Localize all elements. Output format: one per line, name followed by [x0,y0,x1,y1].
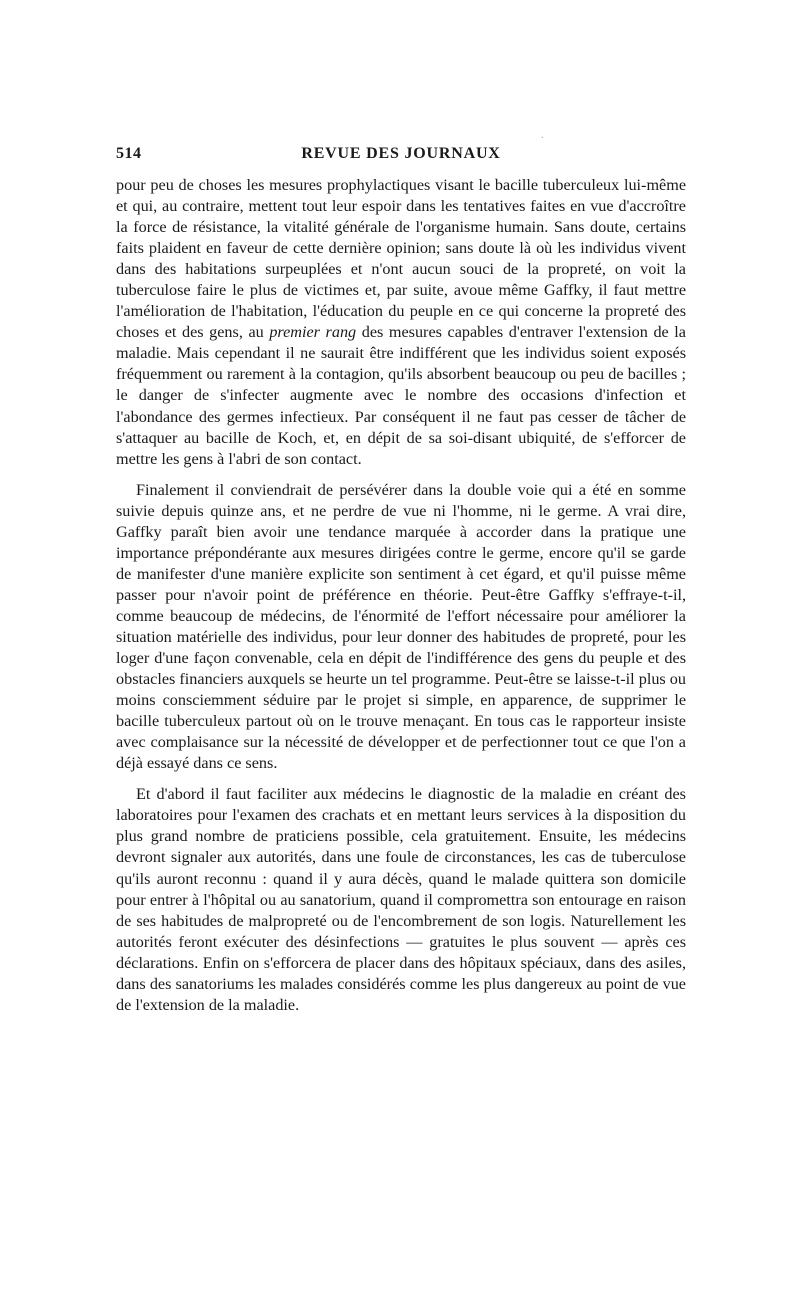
paragraph-1-text-after: des mesures capables d'entraver l'extension de la maladie. Mais cependant il ne saurait être indifférent que les individus soient exposés fréquemment ou rarement à la contagion, qu'ils absorbent beaucoup ou peu de bacilles ; le danger de s'infecter augmente avec le nombre des occasions d'infection et l'abondance des germes infectieux. Par conséquent il ne faut pas cesser de tâcher de s'attaquer au bacille de Koch, et, en dépit de sa soi-disant ubiquité, de s'efforcer de mettre les gens à l'abri de son contact. [116,323,686,468]
stray-print-mark: . [541,130,544,141]
paragraph-1 [116,175,686,470]
running-head [116,145,686,175]
paragraph-1-emphasis: premier rang [269,323,357,342]
page-number: 514 [116,145,142,162]
paragraph-3: Et d'abord il faut faciliter aux médecins le diagnostic de la maladie en créant des laboratoires pour l'examen des crachats et en mettant leurs services à la disposition du plus grand nombre de praticiens possible, cela gratuitement. Ensuite, les médecins devront signaler aux autorités, dans une foule de circonstances, les cas de tuberculose qu'ils auront reconnu : quand il y aura décès, quand le malade quittera son domicile pour entrer à l'hôpital ou au sanatorium, quand il compromettra son entourage en raison de ses habitudes de malpropreté ou de l'encombrement de son logis. Naturellement les autorités feront exécuter des désinfections — gratuites le plus souvent — après ces déclarations. Enfin on s'efforcera de placer dans des hôpitaux spéciaux, dans des asiles, dans des sanatoriums les malades considérés comme les plus dangereux au point de vue de l'extension de la maladie. [116,785,686,1014]
paragraph-2: Finalement il conviendrait de persévérer dans la double voie qui a été en somme suivie depuis quinze ans, et ne perdre de vue ni l'homme, ni le germe. A vrai dire, Gaffky paraît bien avoir une tendance marquée à accorder dans la pratique une importance prépondérante aux mesures dirigées contre le germe, encore qu'il se garde de manifester d'une manière explicite son sentiment à cet égard, et qu'il puisse même passer pour n'avoir point de préférence en théorie. Peut-être Gaffky s'effraye-t-il, comme beaucoup de médecins, de l'énormité de l'effort nécessaire pour améliorer la situation matérielle des individus, pour leur donner des habitudes de propreté, pour les loger d'une façon convenable, cela en dépit de l'indifférence des gens du peuple et des obstacles financiers auxquels se heurte un tel programme. Peut-être se laisse-t-il plus ou moins consciemment séduire par le projet si simple, en apparence, de supprimer le bacille tuberculeux partout où on le trouve menaçant. En tous cas le rapporteur insiste avec complaisance sur la nécessité de développer et de perfectionner tout ce que l'on a déjà essayé dans ce sens. [116,480,686,773]
paragraph-1-text-before: pour peu de choses les mesures prophylactiques visant le bacille tuberculeux lui-même et qui, au contraire, mettent tout leur espoir dans les tentatives faites en vue d'accroître la force de résistance, la vitalité générale de l'organisme humain. Sans doute, certains faits plaident en faveur de cette dernière opinion; sans doute là où les individus vivent dans des habitations surpeuplées et n'ont aucun souci de la propreté, on voit la tuberculose faire le plus de victimes et, par suite, avoue même Gaffky, il faut mettre l'amélioration de l'habitation, l'éducation du peuple en ce qui concerne la propreté des choses et des gens, au [116,176,686,342]
journal-title: REVUE DES JOURNAUX [301,145,501,162]
document-page [116,145,686,1016]
